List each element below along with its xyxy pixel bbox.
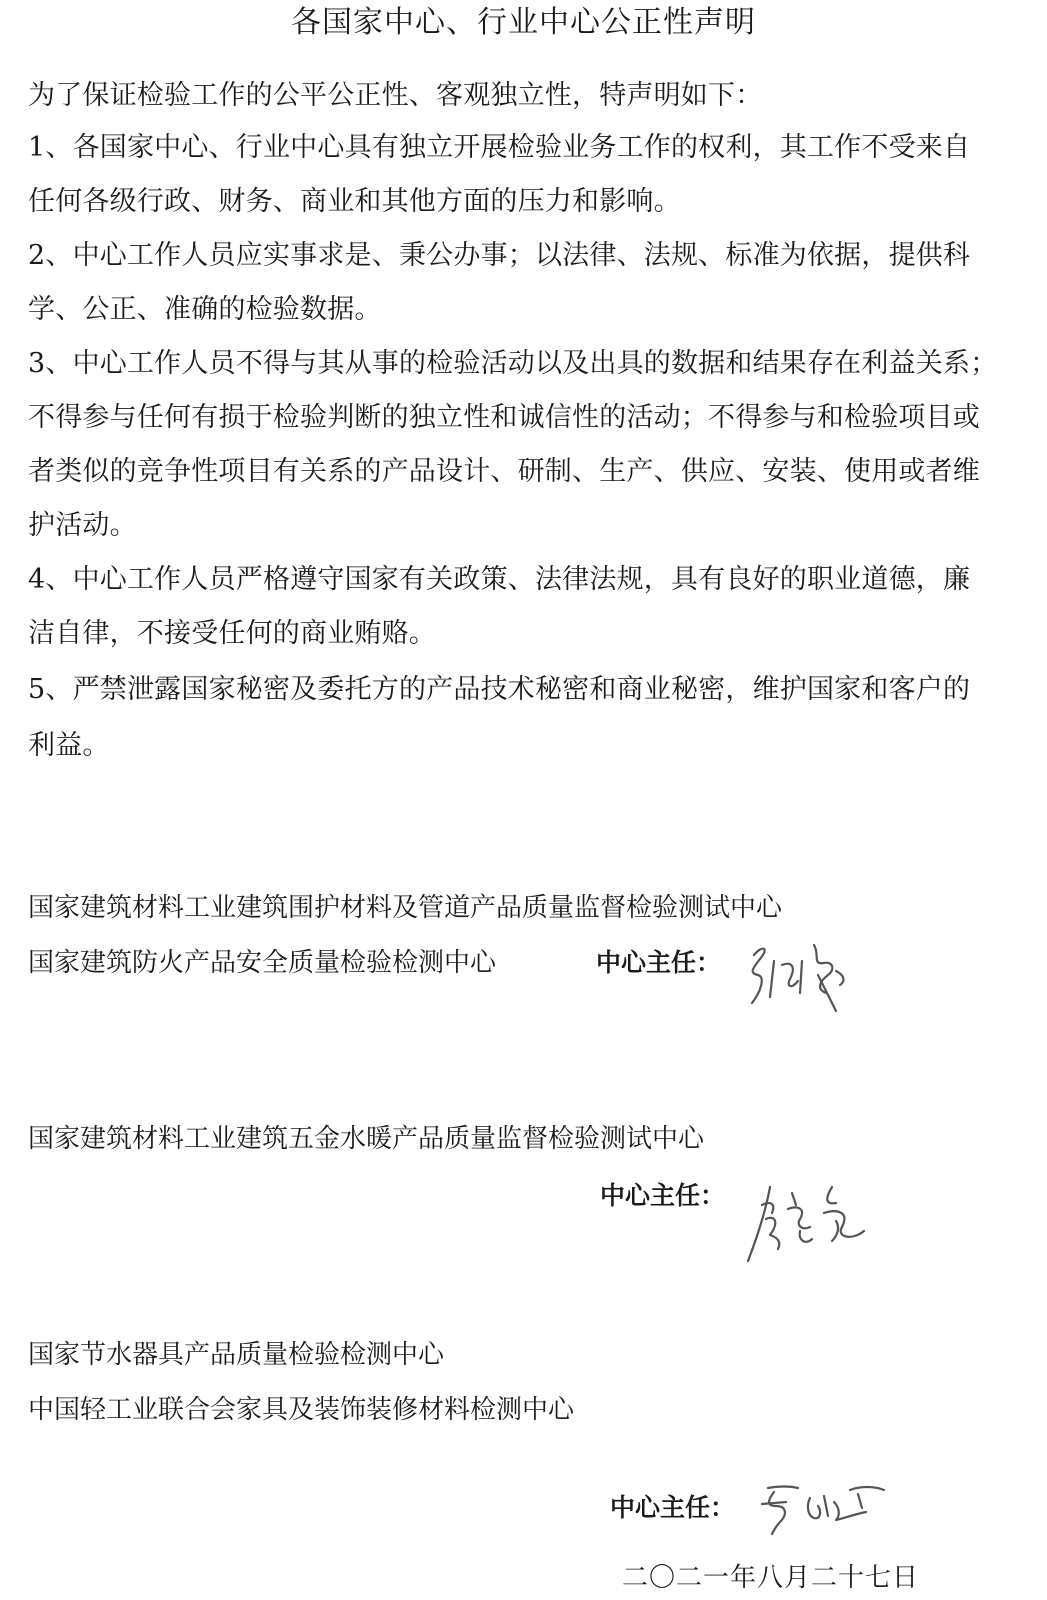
organization-name: 国家节水器具产品质量检验检测中心 (28, 1340, 445, 1370)
clause-3-line-3: 者类似的竞争性项目有关系的产品设计、研制、生产、供应、安装、使用或者维 (28, 456, 980, 487)
clause-2-line-2: 学、公正、准确的检验数据。 (28, 294, 382, 325)
clause-3-line-1: 3、中心工作人员不得与其从事的检验活动以及出具的数据和结果存在利益关系； (28, 348, 998, 379)
clause-2-line-1: 2、中心工作人员应实事求是、秉公办事；以法律、法规、标准为依据，提供科 (28, 240, 971, 271)
director-label: 中心主任： (600, 1181, 726, 1210)
clause-1-line-2: 任何各级行政、财务、商业和其他方面的压力和影响。 (28, 186, 681, 217)
document-title: 各国家中心、行业中心公正性声明 (291, 5, 756, 40)
clause-3-line-2: 不得参与任何有损于检验判断的独立性和诚信性的活动；不得参与和检验项目或 (28, 402, 980, 433)
director-label: 中心主任： (610, 1493, 736, 1522)
handwritten-signature-icon (740, 935, 860, 1025)
organization-name: 国家建筑材料工业建筑围护材料及管道产品质量监督检验测试中心 (28, 893, 783, 923)
handwritten-signature-icon (748, 1478, 898, 1538)
clause-4-line-1: 4、中心工作人员严格遵守国家有关政策、法律法规，具有良好的职业道德，廉 (28, 564, 971, 595)
clause-3-line-4: 护活动。 (28, 510, 137, 541)
intro-text: 为了保证检验工作的公平公正性、客观独立性，特声明如下： (28, 80, 763, 111)
clause-5-line-1: 5、严禁泄露国家秘密及委托方的产品技术秘密和商业秘密，维护国家和客户的 (28, 674, 971, 705)
organization-name: 中国轻工业联合会家具及装饰装修材料检测中心 (28, 1395, 575, 1425)
clause-4-line-2: 洁自律，不接受任何的商业贿赂。 (28, 618, 436, 649)
document-date: 二〇二一年八月二十七日 (622, 1563, 920, 1593)
organization-name: 国家建筑材料工业建筑五金水暖产品质量监督检验测试中心 (28, 1124, 705, 1154)
director-label: 中心主任： (596, 948, 722, 977)
clause-1-line-1: 1、各国家中心、行业中心具有独立开展检验业务工作的权利，其工作不受来自 (28, 132, 971, 163)
clause-5-line-2: 利益。 (28, 730, 110, 761)
organization-name: 国家建筑防火产品安全质量检验检测中心 (28, 948, 497, 978)
handwritten-signature-icon (740, 1175, 880, 1270)
